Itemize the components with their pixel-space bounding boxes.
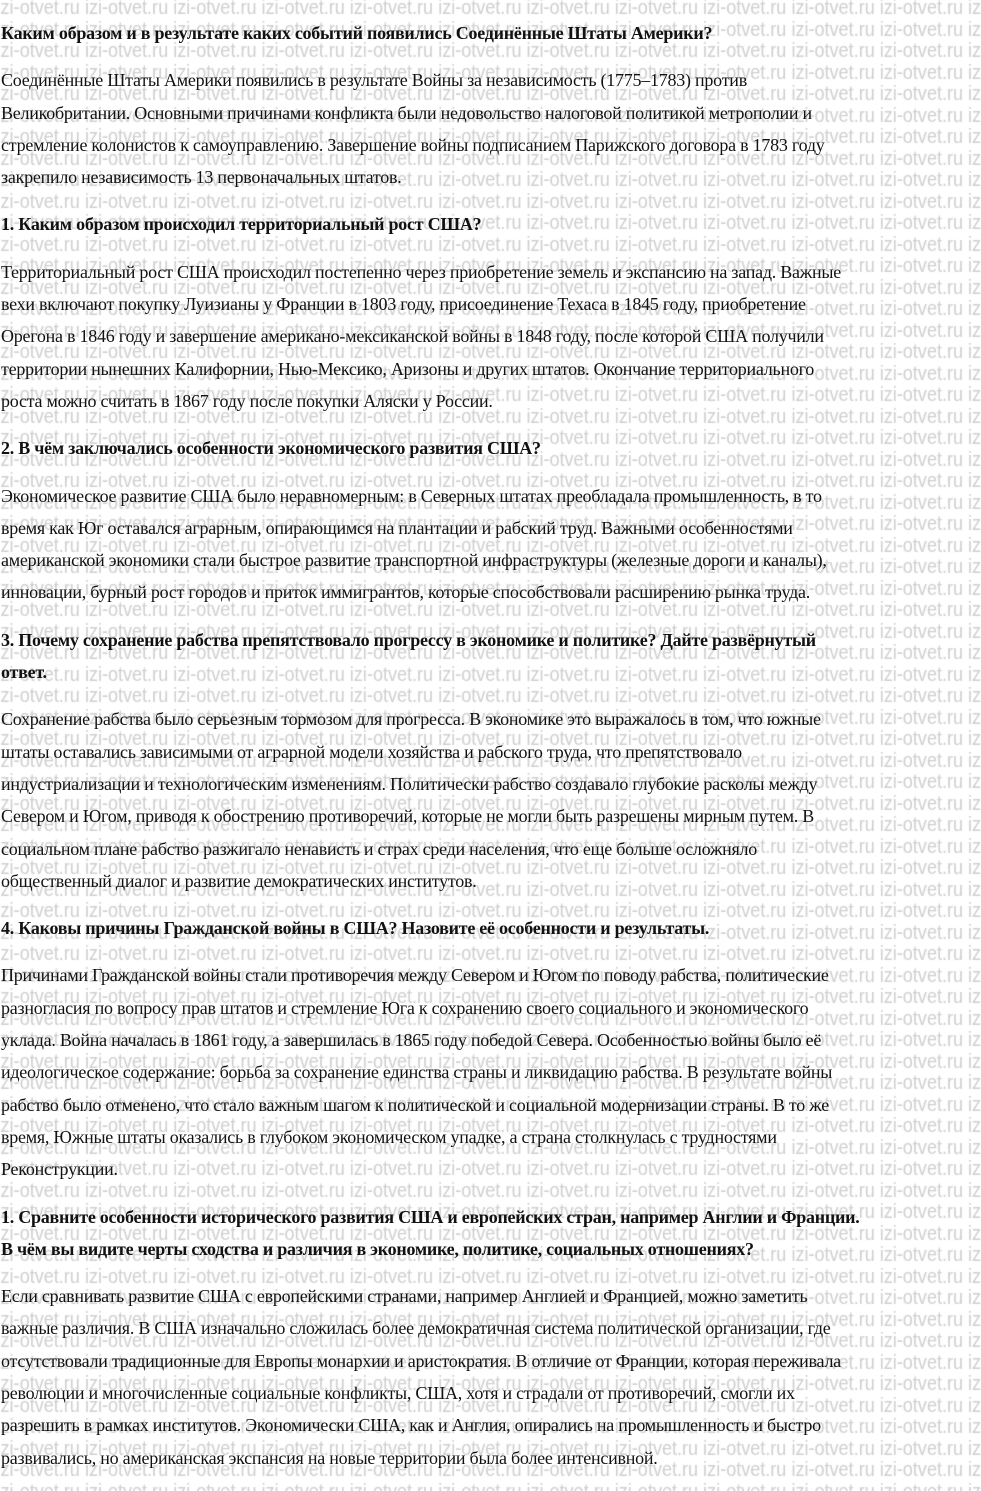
text-line: вехи включают покупку Луизианы у Франции в 1803 году, присоединение Техаса в 1845 году, приобретение [1,294,806,315]
text-line: ответ. [1,662,47,683]
text-line: время как Юг оставался аграрным, опирающимся на плантации и рабский труд. Важными особенностями [1,517,793,538]
text-line: важные различия. В США изначально сложилась более демократичная система политической организации, где [1,1318,831,1339]
answer-paragraph [1,480,981,609]
text-line: Территориальный рост США происходил постепенно через приобретение земель и экспансию на запад. Важные [1,261,841,282]
question-heading [1,17,981,49]
text-line: Реконструкции. [1,1159,118,1180]
text-line: Экономическое развитие США было неравномерным: в Северных штатах преобладала промышленность, в то [1,485,822,506]
text-line: Причинами Гражданской войны стали противоречия между Севером и Югом по поводу рабства, политические [1,965,829,986]
text-line: территории нынешних Калифорнии, Нью-Мексико, Аризоны и других штатов. Окончание территориального [1,358,815,379]
text-line: идеологическое содержание: борьба за сохранение единства страны и ликвидацию рабства. В результате войны [1,1062,833,1083]
text-line: 1. Сравните особенности исторического развития США и европейских стран, например Англии и Франции. [1,1206,860,1227]
text-line: Великобритании. Основными причинами конфликта были недовольство налоговой политикой метрополии и [1,102,812,123]
text-line: Каким образом и в результате каких событий появились Соединённые Штаты Америки? [1,23,713,43]
answer-paragraph [1,64,981,193]
text-line: Севером и Югом, приводя к обострению противоречий, которые не могли быть разрешены мирным путем. В [1,806,815,827]
answer-paragraph [1,1280,981,1474]
text-line: штаты оставались зависимыми от аграрной модели хозяйства и рабского труда, что препятствовало [1,741,742,762]
question-heading [1,912,981,944]
text-line: революции и многочисленные социальные конфликты, США, хотя и страдали от противоречий, смогли их [1,1382,795,1403]
text-line: В чём вы видите черты сходства и различия в экономике, политике, социальных отношениях? [1,1238,754,1259]
text-line: разногласия по вопросу прав штатов и стремление Юга к сохранению своего социального и экономического [1,997,809,1018]
text-line: разрешить в рамках институтов. Экономически США, как и Англия, опирались на промышленность и быстро [1,1415,821,1436]
text-line: общественный диалог и развитие демократических институтов. [1,870,477,891]
text-line: индустриализации и технологическим изменениям. Политически рабство создавало глубокие расколы между [1,773,818,794]
question-heading [1,432,981,464]
text-line: Орегона в 1846 году и завершение американо-мексиканской войны в 1848 году, после которой США получили [1,326,824,347]
answer-paragraph [1,256,981,417]
text-line: американской экономики стали быстрое развитие транспортной инфраструктуры (железные дороги и каналы), [1,550,827,571]
text-line: рабство было отменено, что стало важным шагом к политической и социальной модернизации страны. В то же [1,1094,829,1115]
text-line: развивались, но американская экспансия на новые территории была более интенсивной. [1,1447,658,1468]
text-line: 4. Каковы причины Гражданской войны в США? Назовите её особенности и результаты. [1,918,710,939]
question-heading [1,624,981,689]
text-line: стремление колонистов к самоуправлению. Завершение войны подписанием Парижского договора в 1783 году [1,134,825,155]
text-line: 2. В чём заключались особенности экономического развития США? [1,438,541,459]
text-line: социальном плане рабство разжигало ненависть и страх среди населения, что еще больше осложняло [1,838,758,859]
text-line: уклада. Война началась в 1861 году, а завершилась в 1865 году победой Севера. Особенностью войны было её [1,1030,822,1051]
text-line: Если сравнивать развитие США с европейскими странами, например Англией и Францией, можно заметить [1,1286,808,1307]
question-heading [1,208,981,240]
question-heading [1,1201,981,1266]
text-line: 1. Каким образом происходил территориальный рост США? [1,214,482,235]
document-body [1,17,981,1489]
answer-paragraph [1,959,981,1185]
text-line: время, Южные штаты оказались в глубоком экономическом упадке, а страна столкнулась с трудностями [1,1126,777,1147]
text-line: закрепило независимость 13 первоначальных штатов. [1,167,402,188]
text-line: 3. Почему сохранение рабства препятствовало прогрессу в экономике и политике? Дайте развёрнутый [1,629,816,650]
text-line: инновации, бурный рост городов и приток иммигрантов, которые способствовали расширению рынка труда. [1,582,810,603]
text-line: Сохранение рабства было серьезным тормозом для прогресса. В экономике это выражалось в том, что южные [1,709,821,730]
text-line: отсутствовали традиционные для Европы монархии и аристократия. В отличие от Франции, которая переживала [1,1350,841,1371]
text-line: роста можно считать в 1867 году после покупки Аляски у России. [1,390,493,411]
answer-paragraph [1,703,981,897]
text-line: Соединённые Штаты Америки появились в результате Войны за независимость (1775–1783) против [1,70,747,91]
